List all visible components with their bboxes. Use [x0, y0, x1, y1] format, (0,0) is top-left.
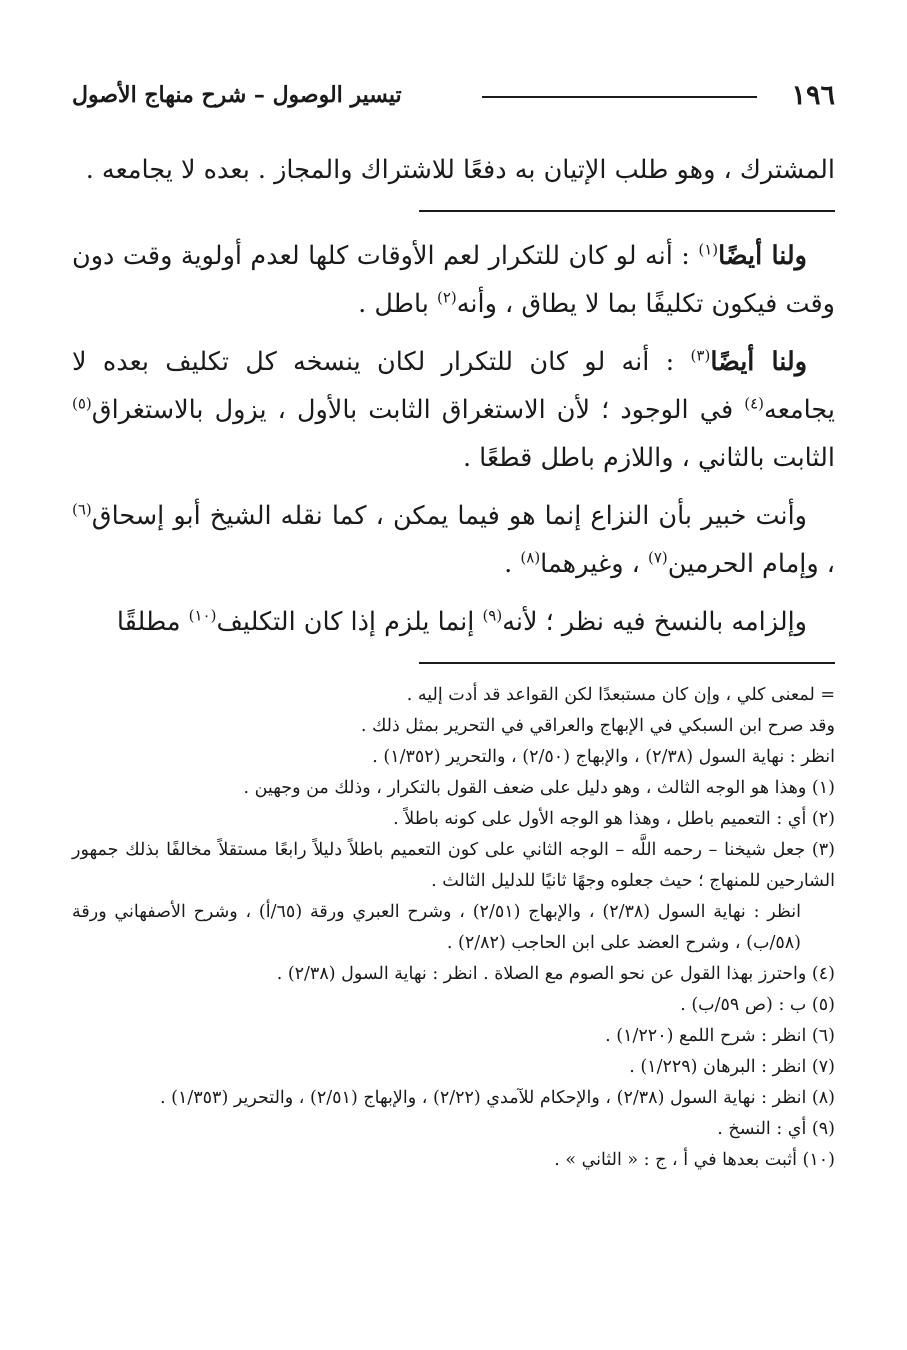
- intro-line: المشترك ، وهو طلب الإتيان به دفعًا للاشتراك والمجاز . بعده لا يجامعه .: [85, 155, 835, 185]
- paragraph-lead: ولنا أيضًا: [718, 241, 807, 271]
- footnote-5: (٥) ب : (ص ٥٩/ب) .: [680, 995, 835, 1015]
- footnote-marker: (٢): [436, 288, 457, 307]
- page-number: ١٩٦: [791, 80, 835, 111]
- footnote-marker: (٩): [482, 606, 503, 625]
- footnote-continued: وقد صرح ابن السبكي في الإبهاج والعراقي في التحرير بمثل ذلك .: [360, 716, 835, 736]
- section-rule: [419, 210, 835, 212]
- paragraph-3: وأنت خبير بأن النزاع إنما هو فيما يمكن ، كما نقله الشيخ أبو إسحاق$^{(٦)}$ ، وإمام الحرمين$^{(٧)}$ ، وغيرهما$^{(٨)}$ .: [72, 500, 835, 579]
- footnote-marker: (٥): [72, 394, 92, 413]
- footnote-marker: (٨): [520, 548, 541, 567]
- footnote-10: (١٠) أثبت بعدها في أ ، ج : « الثاني » .: [554, 1150, 835, 1170]
- running-header: [72, 80, 835, 120]
- footnote-1: (١) وهذا هو الوجه الثالث ، وهو دليل على ضعف القول بالتكرار ، وذلك من وجهين .: [243, 778, 835, 798]
- footnote-8: (٨) انظر : نهاية السول (٢/٣٨) ، والإحكام للآمدي (٢/٢٢) ، والإبهاج (٢/٥١) ، والتحرير (١/٣٥٣) .: [159, 1088, 835, 1108]
- paragraph-lead: ولنا أيضًا: [710, 347, 808, 377]
- footnote-continued: = لمعنى كلي ، وإن كان مستبعدًا لكن القواعد قد أدت إليه .: [406, 685, 835, 705]
- footnote-rule: [419, 662, 835, 664]
- footnote-marker: (٤): [744, 394, 765, 413]
- footnote-9: (٩) أي : النسخ .: [717, 1119, 835, 1139]
- footnote-2: (٢) أي : التعميم باطل ، وهذا هو الوجه الأول على كونه باطلاً .: [393, 809, 835, 829]
- footnote-marker: (٧): [648, 548, 668, 567]
- main-text: [72, 146, 835, 656]
- footnote-continued: انظر : نهاية السول (٢/٣٨) ، والإبهاج (٢/٥٠) ، والتحرير (١/٣٥٢) .: [372, 747, 835, 767]
- footnotes: [72, 680, 835, 1176]
- footnote-marker: (١): [698, 240, 719, 259]
- paragraph-1: ولنا أيضًا$^{(١)}$ : أنه لو كان للتكرار لعم الأوقات كلها لعدم أولوية وقت دون وقت فيكون تكليفًا بما لا يطاق ، وأنه$^{(٢)}$ باطل .: [72, 240, 835, 319]
- footnote-marker: (٣): [690, 346, 711, 365]
- footnote-7: (٧) انظر : البرهان (١/٢٢٩) .: [629, 1057, 835, 1077]
- book-title: تيسير الوصول – شرح منهاج الأصول: [72, 82, 402, 108]
- footnote-3: (٣) جعل شيخنا – رحمه اللَّه – الوجه الثاني على كون التعميم باطلاً دليلاً رابعًا مستقلاً مخالفًا بذلك جمهور الشارحين للمنهاج ؛ حيث جعلوه وجهًا ثانيًا للدليل الثالث .: [72, 840, 835, 891]
- footnote-3-references: انظر : نهاية السول (٢/٣٨) ، والإبهاج (٢/٥١) ، وشرح العبري ورقة (٦٥/أ) ، وشرح الأصفهاني ورقة (٥٨/ب) ، وشرح العضد على ابن الحاجب (٢/٨٢) .: [72, 902, 801, 953]
- footnote-marker: (١٠): [188, 606, 217, 625]
- header-rule: [482, 96, 757, 98]
- paragraph-4: وإلزامه بالنسخ فيه نظر ؛ لأنه$^{(٩)}$ إنما يلزم إذا كان التكليف$^{(١٠)}$ مطلقًا: [116, 606, 807, 637]
- footnote-6: (٦) انظر : شرح اللمع (١/٢٢٠) .: [605, 1026, 835, 1046]
- footnote-4: (٤) واحترز بهذا القول عن نحو الصوم مع الصلاة . انظر : نهاية السول (٢/٣٨) .: [276, 964, 835, 984]
- paragraph-2: ولنا أيضًا$^{(٣)}$ : أنه لو كان للتكرار لكان ينسخه كل تكليف بعده لا يجامعه$^{(٤)}$ في الوجود ؛ لأن الاستغراق الثابت بالأول ، يزول بالاستغراق$^{(٥)}$ الثابت بالثاني ، واللازم باطل قطعًا .: [72, 346, 835, 473]
- footnote-marker: (٦): [72, 500, 92, 519]
